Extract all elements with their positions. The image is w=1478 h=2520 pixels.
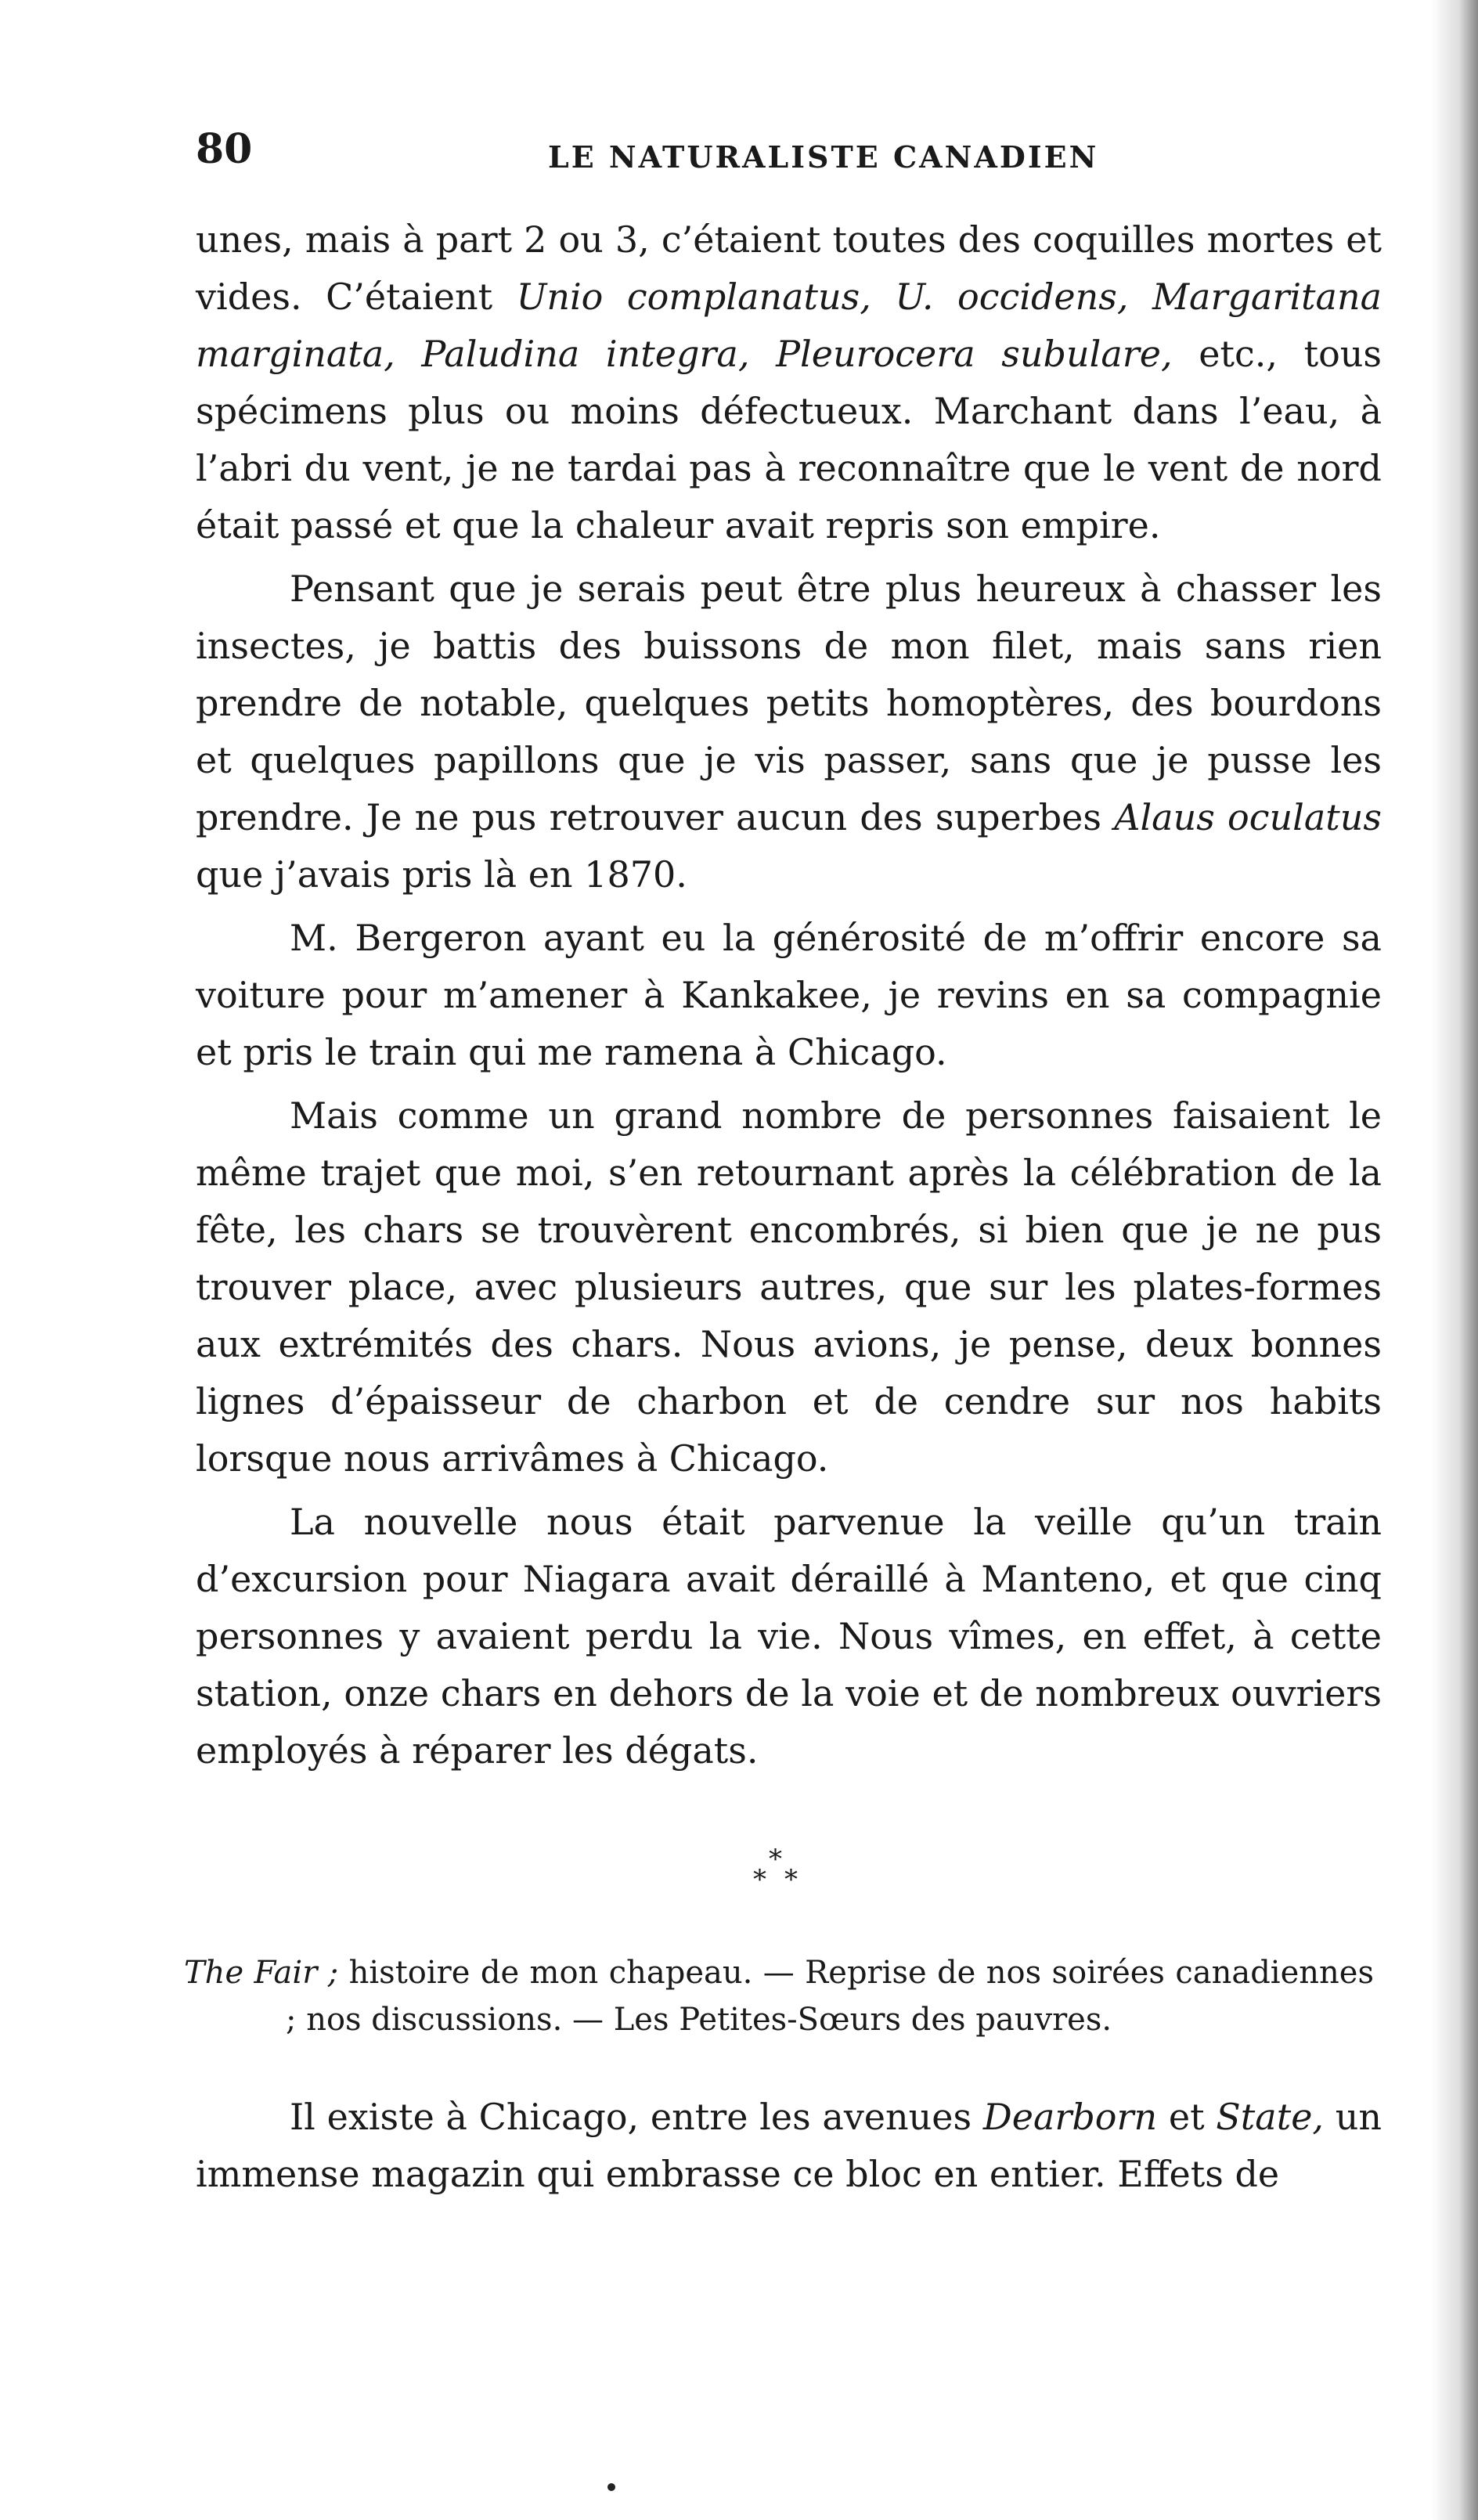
species-alaus: Alaus oculatus	[1114, 796, 1382, 838]
separator-star-left: *	[753, 1864, 766, 1895]
summary-body: histoire de mon chapeau. — Reprise de nos soirées canadiennes ; nos discussions. — Les Petites-Sœurs des pauvres.	[286, 1955, 1374, 2038]
page-edge-shadow	[1431, 0, 1478, 2520]
avenue-dearborn: Dearborn	[982, 2096, 1158, 2138]
page-header	[196, 125, 1378, 188]
avenue-state: State,	[1216, 2096, 1325, 2138]
paragraph-2-text-b: que j’avais pris là en 1870.	[196, 853, 687, 896]
ink-dot	[607, 2483, 615, 2491]
summary-title: The Fair ;	[184, 1955, 339, 1991]
paragraph-6-text-c: un immense magazin qui embrasse ce bloc en entier. Effets de	[196, 2096, 1382, 2195]
separator-star-right: *	[784, 1864, 798, 1895]
closing-paragraph	[196, 2082, 1382, 2203]
paragraph-1-text-b: etc., tous spécimens plus ou moins défectueux. Marchant dans l’eau, à l’abri du vent, je ne tardai pas à reconnaître que le vent de nord était passé et que la chaleur avait repris son empire.	[196, 333, 1382, 546]
paragraph-1	[196, 211, 1382, 554]
paragraph-6-text-b: et	[1157, 2096, 1217, 2138]
paragraph-4: Mais comme un grand nombre de personnes faisaient le même trajet que moi, s’en retournant après la célébration de la fête, les chars se trouvèrent encombrés, si bien que je ne pus trouver place, avec plusieurs autres, que sur les plates-formes aux extrémités des chars. Nous avions, je pense, deux bonnes lignes d’épaisseur de charbon et de cendre sur nos habits lorsque nous arrivâmes à Chicago.	[196, 1094, 1382, 1480]
paragraph-6	[196, 2089, 1382, 2203]
section-separator	[736, 1844, 822, 1906]
paragraph-1-text-a: unes, mais à part 2 ou 3, c’étaient toutes des coquilles mortes et vides. C’étaient	[196, 218, 1382, 318]
page-number: 80	[196, 125, 253, 173]
paragraph-6-text-a: Il existe à Chicago, entre les avenues	[290, 2096, 983, 2138]
chapter-summary	[184, 1949, 1374, 2043]
separator-star-top: *	[769, 1844, 782, 1875]
summary-text	[184, 1949, 1374, 2043]
species-names: Unio complanatus, U. occidens, Margaritana marginata, Paludina integra, Pleurocera subulare,	[196, 276, 1382, 375]
running-title: LE NATURALISTE CANADIEN	[548, 139, 1099, 175]
paragraph-5: La nouvelle nous était parvenue la veille qu’un train d’excursion pour Niagara avait déraillé à Manteno, et que cinq personnes y avaient perdu la vie. Nous vîmes, en effet, à cette station, onze chars en dehors de la voie et de nombreux ouvriers employés à réparer les dégats.	[196, 1501, 1382, 1772]
main-text	[196, 211, 1382, 1779]
paragraph-2-text-a: Pensant que je serais peut être plus heureux à chasser les insectes, je battis des buissons de mon filet, mais sans rien prendre de notable, quelques petits homoptères, des bourdons et quelques papillons que je vis passer, sans que je pusse les prendre. Je ne pus retrouver aucun des superbes	[196, 568, 1382, 838]
paragraph-2	[196, 561, 1382, 903]
paragraph-3: M. Bergeron ayant eu la générosité de m’offrir encore sa voiture pour m’amener à Kankakee, je revins en sa compagnie et pris le train qui me ramena à Chicago.	[196, 917, 1382, 1073]
